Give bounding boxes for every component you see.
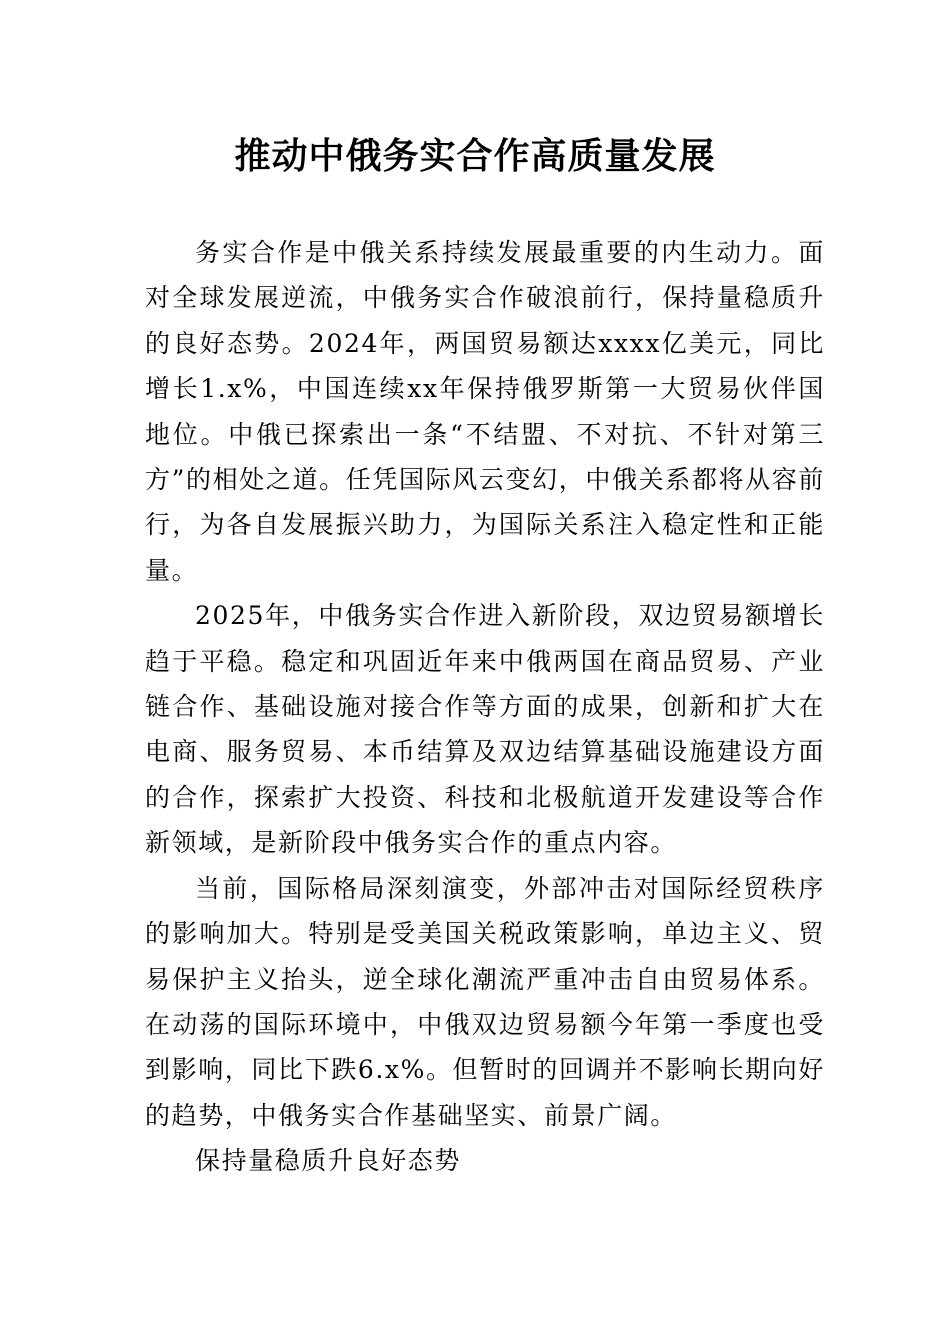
paragraph-1: 务实合作是中俄关系持续发展最重要的内生动力。面对全球发展逆流，中俄务实合作破浪前行，保持量稳质升的良好态势。2024年，两国贸易额达xxxx亿美元，同比增长1.x%，中国连续xx年保持俄罗斯第一大贸易伙伴国地位。中俄已探索出一条“不结盟、不对抗、不针对第三方”的相处之道。任凭国际风云变幻，中俄关系都将从容前行，为各自发展振兴助力，为国际关系注入稳定性和正能量。 (145, 238, 825, 585)
paragraph-3: 当前，国际格局深刻演变，外部冲击对国际经贸秩序的影响加大。特别是受美国关税政策影响，单边主义、贸易保护主义抬头，逆全球化潮流严重冲击自由贸易体系。在动荡的国际环境中，中俄双边贸易额今年第一季度也受到影响，同比下跌6.x%。但暂时的回调并不影响长期向好的趋势，中俄务实合作基础坚实、前景广阔。 (145, 873, 825, 1130)
section-heading: 保持量稳质升良好态势 (195, 1146, 462, 1176)
document-title: 推动中俄务实合作高质量发展 (234, 135, 716, 177)
paragraph-2: 2025年，中俄务实合作进入新阶段，双边贸易额增长趋于平稳。稳定和巩固近年来中俄两国在商品贸易、产业链合作、基础设施对接合作等方面的成果，创新和扩大在电商、服务贸易、本币结算及双边结算基础设施建设方面的合作，探索扩大投资、科技和北极航道开发建设等合作新领域，是新阶段中俄务实合作的重点内容。 (145, 601, 825, 858)
document-body (145, 230, 825, 1184)
